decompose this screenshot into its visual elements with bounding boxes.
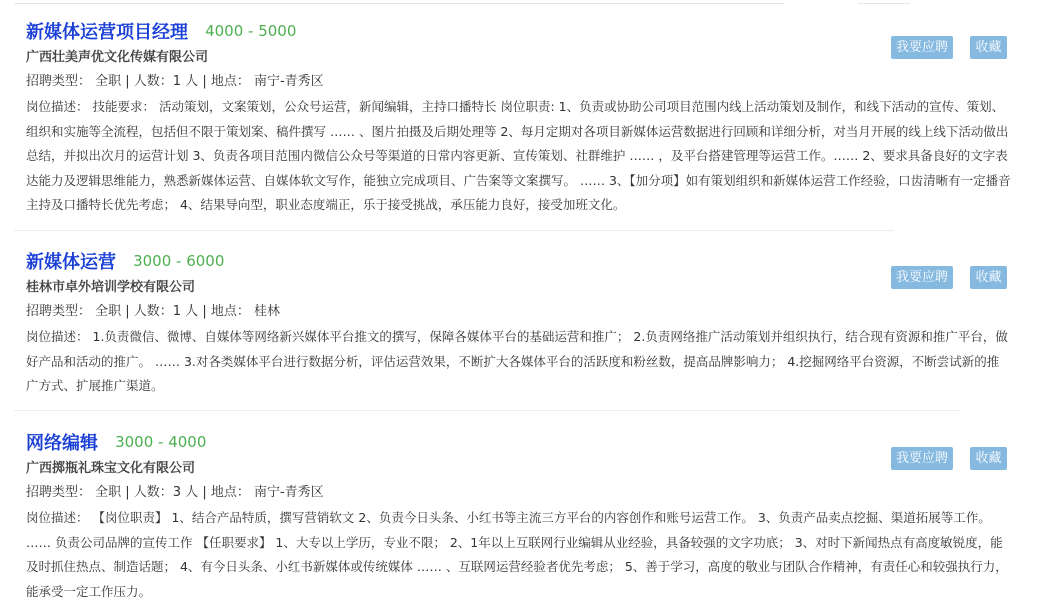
job-listing bbox=[26, 429, 1016, 604]
apply-button[interactable]: 我要应聘 bbox=[891, 447, 953, 470]
job-actions bbox=[891, 36, 1016, 60]
job-salary: 4000 - 5000 bbox=[205, 22, 297, 40]
job-actions bbox=[891, 266, 1016, 290]
job-salary: 3000 - 6000 bbox=[133, 252, 225, 270]
job-salary: 3000 - 4000 bbox=[115, 433, 207, 451]
company-name[interactable]: 桂林市卓外培训学校有限公司 bbox=[26, 280, 196, 295]
company-name[interactable]: 广西壮美声优文化传媒有限公司 bbox=[26, 50, 209, 65]
desc-text: 1.负责微信、微博、自媒体等网络新兴媒体平台推文的撰写，保障各媒体平台的基础运营和推广； 2.负责网络推广活动策划并组织执行，结合现有资源和推广平台，做好产品和活动的推广。 …… 3.对各类媒体平台进行数据分析，评估运营效果，不断扩大各媒体平台的活跃度和粉丝数，提高品牌影响力； 4.挖掘网络平台资源，不断尝试新的推广方式、扩展推广渠道。 bbox=[26, 329, 1008, 393]
job-header bbox=[26, 248, 1016, 276]
apply-button[interactable]: 我要应聘 bbox=[891, 36, 953, 59]
job-divider bbox=[14, 230, 894, 231]
favorite-button[interactable]: 收藏 bbox=[970, 36, 1007, 59]
desc-label: 岗位描述： bbox=[26, 329, 89, 344]
job-title-link[interactable]: 网络编辑 bbox=[26, 433, 98, 454]
desc-label: 岗位描述： bbox=[26, 510, 89, 525]
job-header bbox=[26, 429, 1016, 457]
job-listing bbox=[26, 18, 1016, 218]
desc-text: 技能要求： 活动策划，文案策划，公众号运营，新闻编辑，主持口播特长 岗位职责: 1、负责或协助公司项目范围内线上活动策划及制作，和线下活动的宣传、策划、组织和实施等全流程，包括但不限于策划案、稿件撰写 …… 、图片拍摄及后期处理等 2、每月定期对各项目新媒体运营数据进行回顾和详细分析，对当月开展的线上线下活动做出总结，并拟出次月的运营计划 3、负责各项目范围内微信公众号等渠道的日常内容更新、宣传策划、社群维护 …… ，及平台搭建管理等运营工作。…… 2、要求具备良好的文字表达能力及逻辑思维能力，熟悉新媒体运营、自媒体软文写作，能独立完成项目、广告案等文案撰写。 …… 3、【加分项】如有策划组织和新媒体运营工作经验，口齿清晰有一定播音主持及口播特长优先考虑； 4、结果导向型，职业态度端正，乐于接受挑战，承压能力良好，接受加班文化。 bbox=[26, 99, 1011, 212]
job-description bbox=[26, 95, 1011, 218]
job-meta: 招聘类型： 全职 | 人数：1 人 | 地点： 南宁-青秀区 bbox=[26, 74, 324, 89]
company-name[interactable]: 广西掷瓶礼珠宝文化有限公司 bbox=[26, 461, 196, 476]
job-actions bbox=[891, 447, 1016, 471]
job-meta: 招聘类型： 全职 | 人数：1 人 | 地点： 桂林 bbox=[26, 304, 280, 319]
job-description bbox=[26, 325, 1011, 399]
job-title-link[interactable]: 新媒体运营 bbox=[26, 252, 116, 273]
desc-label: 岗位描述： bbox=[26, 99, 89, 114]
job-listing bbox=[26, 248, 1016, 399]
desc-text: 【岗位职责】 1、结合产品特质，撰写营销软文 2、负责今日头条、小红书等主流三方平台的内容创作和账号运营工作。 3、负责产品卖点挖掘、渠道拓展等工作。 …… 负责公司品牌的宣传工作 【任职要求】 1、大专以上学历，专业不限； 2、1年以上互联网行业编辑从业经验，具备较强的文字功底； 3、对时下新闻热点有高度敏锐度，能及时抓住热点、制造话题； 4、有今日头条、小红书新媒体或传统媒体 …… 、互联网运营经验者优先考虑； 5、善于学习，高度的敬业与团队合作精神，有责任心和较强执行力，能承受一定工作压力。 bbox=[26, 510, 1008, 599]
job-divider bbox=[14, 410, 959, 411]
favorite-button[interactable]: 收藏 bbox=[970, 447, 1007, 470]
job-header bbox=[26, 18, 1016, 46]
top-divider bbox=[0, 0, 1044, 4]
job-meta: 招聘类型： 全职 | 人数：3 人 | 地点： 南宁-青秀区 bbox=[26, 485, 324, 500]
apply-button[interactable]: 我要应聘 bbox=[891, 266, 953, 289]
favorite-button[interactable]: 收藏 bbox=[970, 266, 1007, 289]
job-description bbox=[26, 506, 1011, 604]
job-title-link[interactable]: 新媒体运营项目经理 bbox=[26, 22, 188, 43]
